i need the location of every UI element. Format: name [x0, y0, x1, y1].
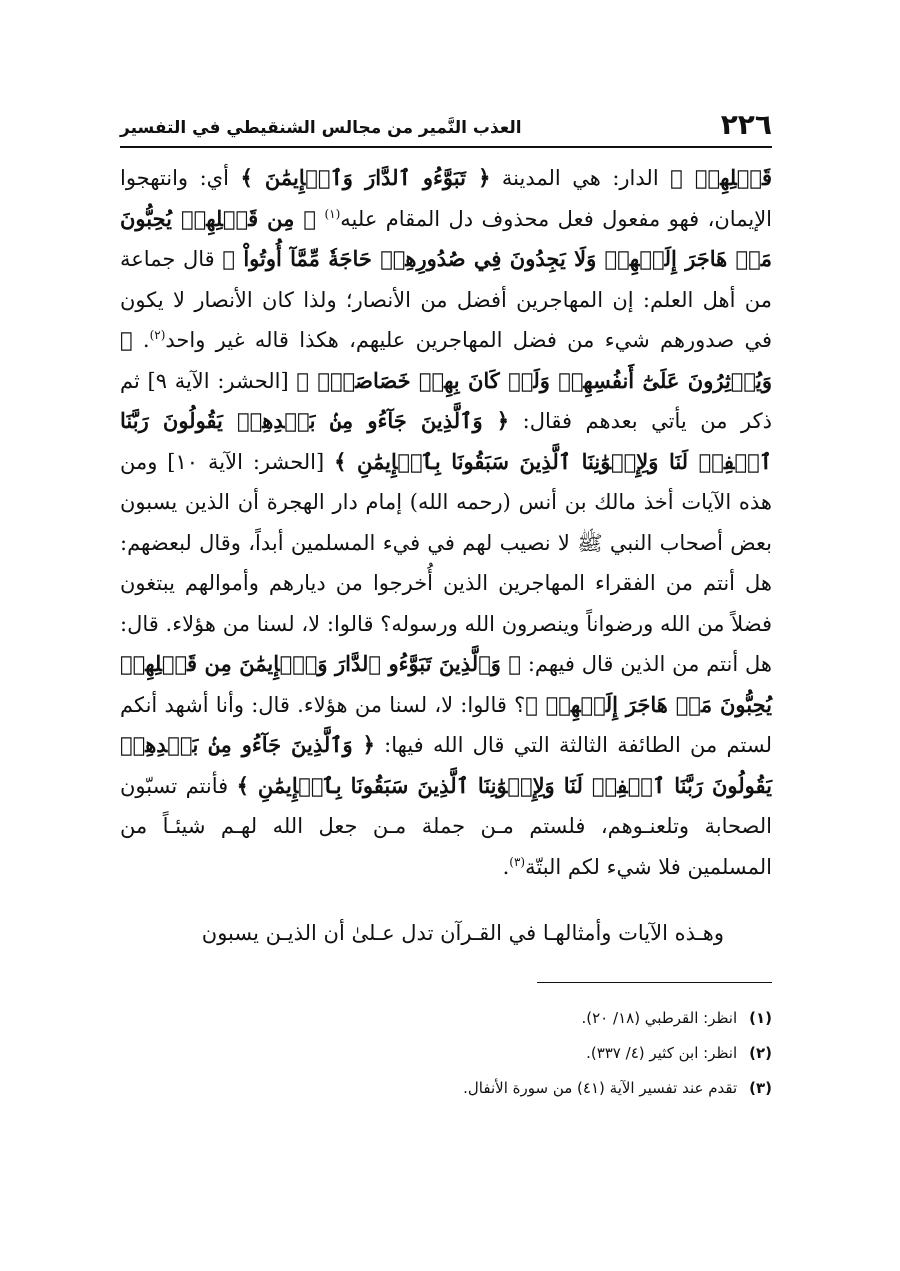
text-run: أي: وانتهجوا الإيمان، فهو مفعول فعل محذوف دل المقام عليه: [120, 166, 772, 231]
footnote-3: [120, 1071, 772, 1106]
book-page: [120, 100, 772, 1180]
footnote-number: (٣): [749, 1078, 772, 1097]
footnote-1: [120, 1001, 772, 1036]
footnote-text: انظر: ابن كثير (٤/ ٣٣٧).: [586, 1043, 738, 1062]
footnote-ref: (١): [324, 206, 341, 221]
quran-quote: ﴿ وَيُؤۡثِرُونَ عَلَىٰٓ أَنفُسِهِمۡ وَلَوۡ كَانَ بِهِمۡ خَصَاصَةٞۚ ﴾: [120, 327, 772, 393]
page-number: ٢٢٦: [720, 108, 772, 141]
paragraph-2: وهـذه الآيات وأمثالهـا في القـرآن تدل عـلىٰ أن الذيـن يسبون: [201, 921, 724, 945]
book-title: العذب النَّمير من مجالس الشنقيطي في التفسير: [120, 118, 522, 138]
running-header: [120, 100, 772, 148]
text-run: .: [132, 328, 150, 352]
quran-quote: ﴿ تَبَوَّءُو ٱلدَّارَ وَٱلۡإِيمَٰنَ ﴾: [240, 165, 491, 190]
text-run: [الحشر: الآية ٩] ثم ذكر من يأتي بعدهم فقال:: [120, 368, 772, 433]
text-run: الدار: هي المدينة: [490, 166, 671, 190]
footnote-ref: (٣): [509, 854, 526, 869]
quran-quote: قَبۡلِهِمۡ ﴾: [670, 165, 772, 190]
footnote-text: تقدم عند تفسير الآية (٤١) من سورة الأنفال.: [463, 1078, 738, 1097]
quran-quote: ﴿ وَٱلَّذِينَ جَآءُو مِنۢ بَعۡدِهِمۡ يَقُولُونَ رَبَّنَا ٱغۡفِرۡ لَنَا وَلِإِخۡوَٰنِنَا ٱلَّذِينَ سَبَقُونَا بِٱلۡإِيمَٰنِ ﴾: [120, 408, 772, 474]
paragraph-1: [120, 158, 772, 887]
text-run: .: [502, 854, 510, 879]
text-run: فأنتم تسبّون الصحابة وتلعنـوهم، فلستم مـن جملة مـن جعل الله لهـم شيئـاً من المسلمين فلا شيء لكم البتّة: [120, 773, 772, 879]
footnotes: [120, 1001, 772, 1106]
text-run: قال جماعة من أهل العلم: إن المهاجرين أفضل من الأنصار؛ ولذا كان الأنصار لا يكون في صدورهم شيء من فضل المهاجرين عليهم، هكذا قاله غير واحد: [120, 247, 772, 352]
footnote-ref: (٢): [149, 328, 166, 342]
text-run: [الحشر: الآية ١٠] ومن هذه الآيات أخذ مالك بن أنس (رحمه الله) إمام دار الهجرة أن الذين يسبون بعض أصحاب النبي ﷺ لا نصيب لهم في فيء المسلمين أبداً، وقال لبعضهم: هل أنتم من الفقراء المهاجرين الذين أُخرجوا من ديارهم وأموالهم يبتغون فضلاً من الله ورضواناً وينصرون الله ورسوله؟ قالوا: لا، لسنا من هؤلاء. قال: هل أنتم من الذين قال فيهم:: [120, 449, 772, 676]
quran-quote: ﴿ مِن قَبۡلِهِمۡ يُحِبُّونَ مَنۡ هَاجَرَ إِلَيۡهِمۡ وَلَا يَجِدُونَ فِي صُدُورِهِمۡ حَاجَةٗ مِّمَّآ أُوتُواْ ﴾: [120, 205, 773, 271]
text-run: ؟ قالوا: لا، لسنا من هؤلاء. قال: وأنا أشهد أنكم لستم من الطائفة الثالثة التي قال الله فيها:: [120, 692, 772, 757]
footnote-2: [120, 1036, 772, 1071]
footnote-number: (١): [749, 1008, 772, 1027]
quran-quote: ﴿ وَٱلَّذِينَ جَآءُو مِنۢ بَعۡدِهِمۡ يَقُولُونَ رَبَّنَا ٱغۡفِرۡ لَنَا وَلِإِخۡوَٰنِنَا ٱلَّذِينَ سَبَقُونَا بِٱلۡإِيمَٰنِ ﴾: [120, 732, 772, 798]
footnote-text: انظر: القرطبي (١٨/ ٢٠).: [581, 1008, 738, 1027]
footnote-number: (٢): [749, 1043, 772, 1062]
main-text: [120, 158, 772, 954]
quran-quote: ﴿ وَٱلَّذِينَ تَبَوَّءُو ٱلدَّارَ وَٱلۡإِيمَٰنَ مِن قَبۡلِهِمۡ يُحِبُّونَ مَنۡ هَاجَرَ إِلَيۡهِمۡ ﴾: [120, 651, 773, 717]
footnote-divider: [537, 982, 772, 983]
